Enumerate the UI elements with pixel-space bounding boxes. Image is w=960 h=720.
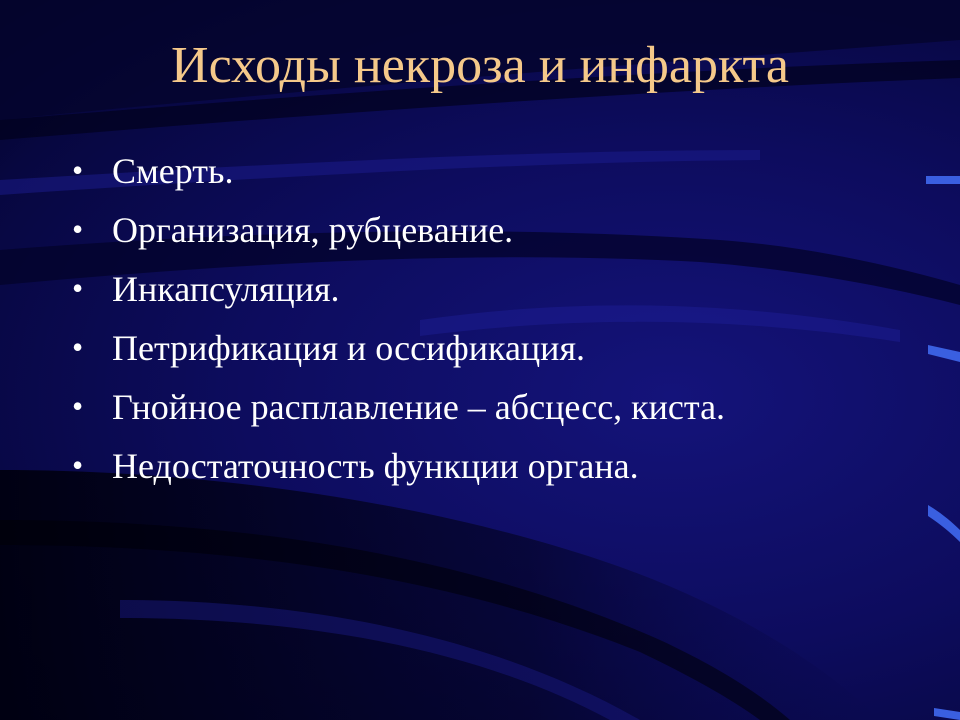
bullet-dot-icon: •: [72, 447, 84, 483]
bullet-dot-icon: •: [72, 152, 84, 188]
bullet-text: Смерть.: [112, 151, 234, 191]
bullet-item: [72, 201, 932, 260]
accent-mark-3: [928, 505, 960, 542]
accent-mark-4: [934, 708, 960, 720]
bullet-dot-icon: •: [72, 270, 84, 306]
bullet-text: Петрификация и оссификация.: [112, 328, 586, 368]
bullet-item: [72, 437, 932, 496]
bullet-text: Гнойное расплавление – абсцесс, киста.: [112, 387, 726, 427]
bullet-text: Недостаточность функции органа.: [112, 446, 639, 486]
bullet-dot-icon: •: [72, 388, 84, 424]
bullet-text: Инкапсуляция.: [112, 269, 340, 309]
slide-title: Исходы некроза и инфаркта: [171, 37, 789, 94]
accent-mark-2: [928, 345, 960, 362]
bullet-list: [72, 142, 932, 496]
bullet-item: [72, 260, 932, 319]
bullet-dot-icon: •: [72, 211, 84, 247]
bullet-item: [72, 142, 932, 201]
wave-bottom: [0, 470, 880, 720]
bullet-item: [72, 378, 932, 437]
bullet-text: Организация, рубцевание.: [112, 210, 514, 250]
bullet-item: [72, 319, 932, 378]
bullet-dot-icon: •: [72, 329, 84, 365]
